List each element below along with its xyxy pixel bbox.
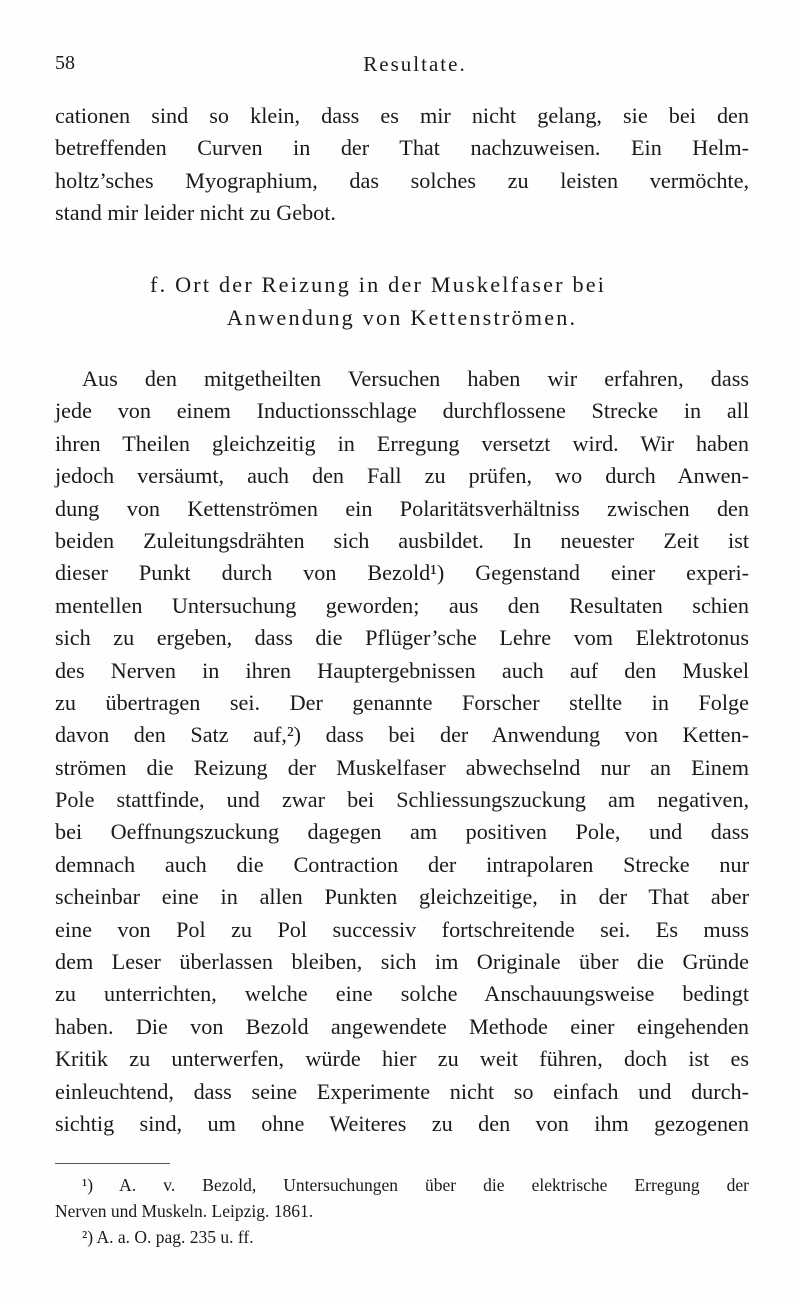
page-header	[55, 52, 745, 82]
text-line: dieser Punkt durch von Bezold¹) Gegenstand einer experi-	[55, 560, 749, 586]
text-line: cationen sind so klein, dass es mir nicht gelang, sie bei den	[55, 103, 749, 128]
text-line: holtz’sches Myographium, das solches zu leisten vermöchte,	[55, 167, 749, 193]
footnote-1-continued: Nerven und Muskeln. Leipzig. 1861.	[55, 1201, 314, 1221]
text-line: eine von Pol zu Pol successiv fortschreitende sei. Es muss	[55, 916, 749, 942]
paragraph-continuation	[55, 100, 749, 230]
running-head: Resultate.	[363, 52, 467, 76]
text-line: sich zu ergeben, dass die Pflüger’sche Lehre vom Elektrotonus	[55, 625, 749, 651]
footnote-1: ¹) A. v. Bezold, Untersuchungen über die elektrische Erregung der	[82, 1175, 749, 1195]
text-line: einleuchtend, dass seine Experimente nicht so einfach und durch-	[55, 1078, 749, 1104]
text-line: zu übertragen sei. Der genannte Forscher stellte in Folge	[55, 689, 749, 715]
footnotes	[55, 1172, 749, 1250]
text-line: jede von einem Inductionsschlage durchflossene Strecke in all	[55, 398, 749, 424]
text-line: scheinbar eine in allen Punkten gleichzeitige, in der That aber	[55, 884, 749, 910]
text-line: des Nerven in ihren Hauptergebnissen auch auf den Muskel	[55, 657, 749, 683]
text-line: Aus den mitgetheilten Versuchen haben wir erfahren, dass	[82, 366, 749, 391]
page-number: 58	[55, 52, 75, 74]
text-line: haben. Die von Bezold angewendete Methode einer eingehenden	[55, 1013, 749, 1039]
text-line: davon den Satz auf,²) dass bei der Anwendung von Ketten-	[55, 722, 749, 748]
text-line: bei Oeffnungszuckung dagegen am positiven Pole, und dass	[55, 819, 749, 845]
footnote-divider	[55, 1163, 170, 1164]
text-line: sichtig sind, um ohne Weiteres zu den von ihm gezogenen	[55, 1110, 749, 1136]
footnote-2: ²) A. a. O. pag. 235 u. ff.	[82, 1227, 254, 1247]
section-heading-line-2: Anwendung von Kettenströmen.	[226, 305, 578, 330]
section-heading-line-1: f. Ort der Reizung in der Muskelfaser bei	[150, 272, 607, 297]
text-line: beiden Zuleitungsdrähten sich ausbildet. In neuester Zeit ist	[55, 527, 749, 553]
text-line: mentellen Untersuchung geworden; aus den Resultaten schien	[55, 592, 749, 618]
text-line: stand mir leider nicht zu Gebot.	[55, 200, 336, 226]
text-line: Pole stattfinde, und zwar bei Schliessungszuckung am negativen,	[55, 787, 749, 813]
text-line: ihren Theilen gleichzeitig in Erregung versetzt wird. Wir haben	[55, 430, 749, 456]
section-heading	[55, 268, 749, 334]
text-line: zu unterrichten, welche eine solche Anschauungsweise bedingt	[55, 981, 749, 1007]
text-line: dem Leser überlassen bleiben, sich im Originale über die Gründe	[55, 949, 749, 975]
paragraph-main	[55, 363, 749, 1140]
text-line: strömen die Reizung der Muskelfaser abwechselnd nur an Einem	[55, 754, 749, 780]
text-line: dung von Kettenströmen ein Polaritätsverhältniss zwischen den	[55, 495, 749, 521]
text-line: Kritik zu unterwerfen, würde hier zu weit führen, doch ist es	[55, 1046, 749, 1072]
text-line: betreffenden Curven in der That nachzuweisen. Ein Helm-	[55, 135, 749, 161]
text-line: jedoch versäumt, auch den Fall zu prüfen, wo durch Anwen-	[55, 463, 749, 489]
text-line: demnach auch die Contraction der intrapolaren Strecke nur	[55, 851, 749, 877]
